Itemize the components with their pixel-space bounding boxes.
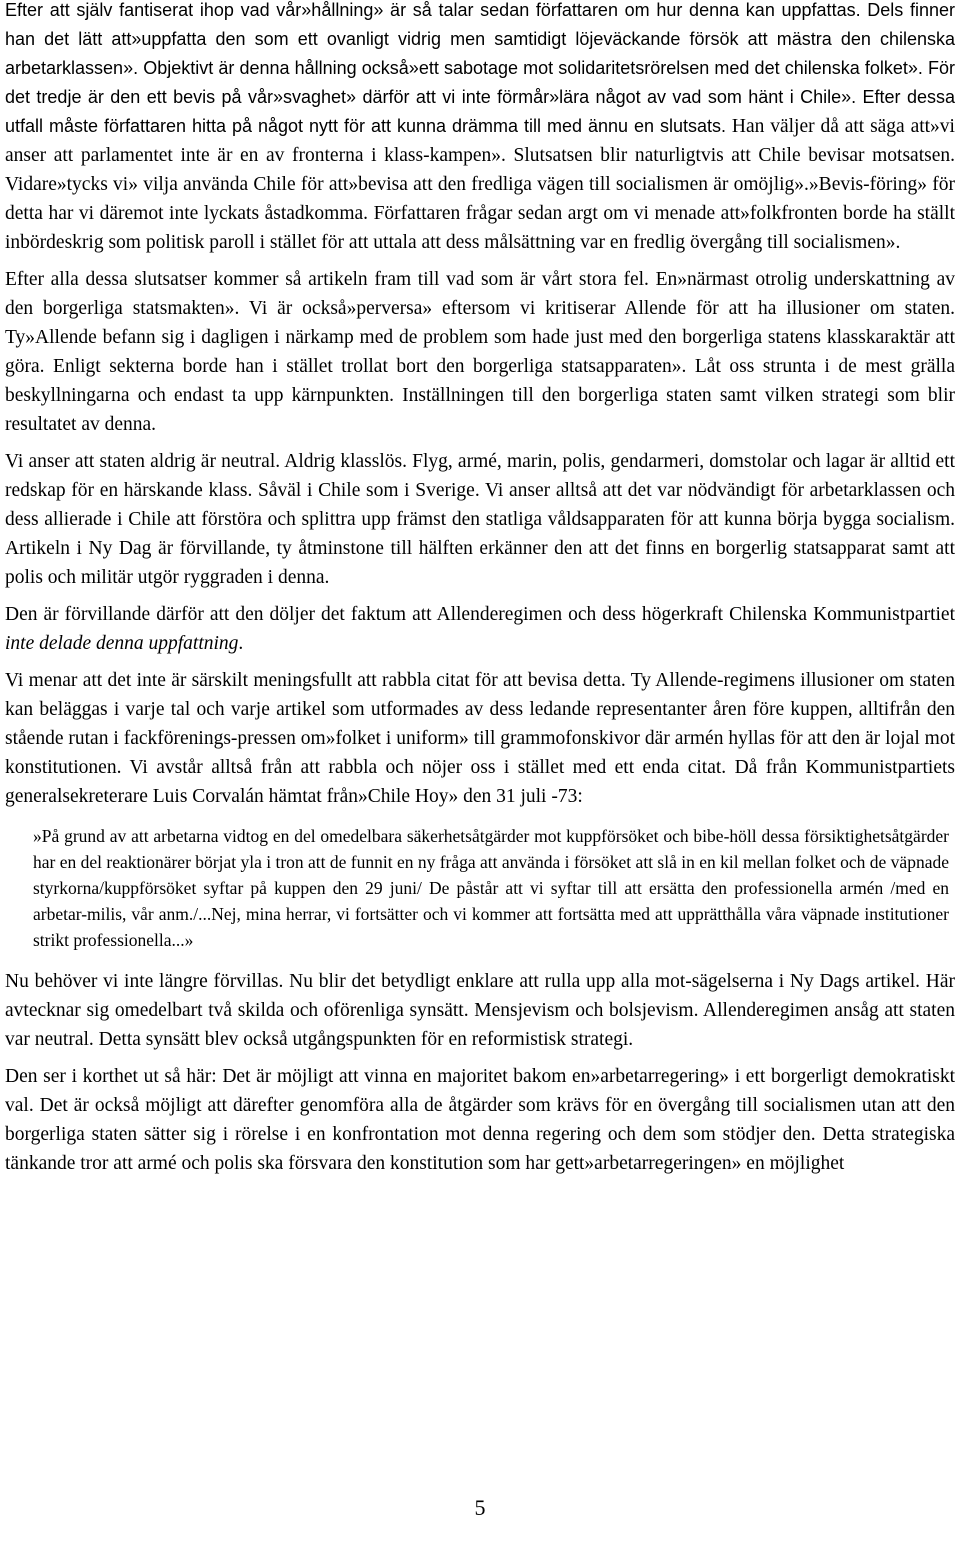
document-page (5, 0, 955, 1178)
paragraph: Den ser i korthet ut så här: Det är möjligt att vinna en majoritet bakom en»arbetarregering» i ett borgerligt demokratiskt val. Det är också möjligt att därefter genomföra alla de åtgärder som krävs för en övergång till socialismen utan att den borgerliga staten sätter sig i rörelse i en konfrontation mot denna regering och dem som stödjer den. Detta strategiska tänkande tror att armé och polis ska försvara den konstitution som har gett»arbetarregeringen» en möjlighet (5, 1066, 955, 1174)
paragraph-sans-segment: Efter att själv fantiserat ihop vad vår»hållning» är så talar sedan författaren om hur denna kan uppfattas. Dels finner han det lätt att»uppfatta den som ett ovanligt vidrig men samtidigt löjeväckande försök att mästra den chilenska arbetarklassen». Objektivt är denna hållning också»ett sabotage mot solidaritetsrörelsen med det chilenska folket». För det tredje är den ett bevis på vår»svaghet» därför att vi inte förmår»lära något av vad som hänt i Chile». Efter dessa utfall måste författaren hitta på något nytt för att kunna drämma till med ännu en slutsats. (5, 0, 955, 136)
paragraph-text: Den är förvillande därför att den döljer det faktum att Allenderegimen och dess högerkraft Chilenska Kommunistpartiet (5, 604, 955, 625)
paragraph: Vi anser att staten aldrig är neutral. Aldrig klasslös. Flyg, armé, marin, polis, gendarmeri, domstolar och lagar är alltid ett redskap för en härskande klass. Såväl i Chile som i Sverige. Vi anser alltså att det var nödvändigt för arbetarklassen och dess allierade i Chile att förstöra och splittra upp främst den statliga våldsapparaten för att kunna börja bygga socialism. Artikeln i Ny Dag är förvillande, ty åtminstone till hälften erkänner den att det finns en borgerlig statsapparat samt att polis och militär utgör ryggraden i denna. (5, 451, 955, 588)
paragraph-serif-segment: Han väljer då att säga att»vi anser att parlamentet inte är en av fronterna i klass-kampen». Slutsatsen blir naturligtvis att Chile bevisar motsatsen. Vidare»tycks vi» vilja använda Chile för att»bevisa att den fredliga vägen till socialismen är omöjlig».»Bevis-föring» för detta har vi däremot inte lyckats åstadkomma. Författaren frågar sedan argt om vi menade att»folkfronten borde ha ställt inbördeskrig som politisk paroll i stället för att uttala att dess målsättning var en fredlig övergång till socialismen». (5, 116, 955, 253)
page-number: 5 (474, 1495, 486, 1520)
paragraph-text-end: . (238, 633, 244, 654)
paragraph: Vi menar att det inte är särskilt meningsfullt att rabbla citat för att bevisa detta. Ty Allende-regimens illusioner om staten kan beläggas i varje tal och varje artikel som utformades av dess ledande representanter åren före kuppen, alltifrån den stående rutan i fackförenings-pressen om»folket i uniform» till grammofonskivor där armén hyllas för att den är lojal mot konstitutionen. Vi avstår alltså från att rabbla och nöjer oss i stället med ett enda citat. Då från Kommunistpartiets generalsekreterare Luis Corvalán hämtat från»Chile Hoy» den 31 juli -73: (5, 670, 955, 807)
paragraph: Efter alla dessa slutsatser kommer så artikeln fram till vad som är vårt stora fel. En»närmast otrolig underskattning av den borgerliga statsmakten». Vi är också»perversa» eftersom vi kritiserar Allende för att ha illusioner om staten. Ty»Allende befann sig i dagligen i närkamp med de problem som hade just med den borgerliga statens klasskaraktär att göra. Enligt sekterna borde han i stället trollat bort den borgerliga statsapparaten». Låt oss strunta i de mest grälla beskyllningarna och endast ta upp kärnpunkten. Inställningen till den borgerliga staten samt vilken strategi som blir resultatet av denna. (5, 269, 955, 435)
paragraph: Nu behöver vi inte längre förvillas. Nu blir det betydligt enklare att rulla upp alla mot-sägelserna i Ny Dags artikel. Här avtecknar sig omedelbart två skilda och oförenliga synsätt. Mensjevism och bolsjevism. Allenderegimen ansåg att staten var neutral. Detta synsätt blev också utgångspunkten för en reformistisk strategi. (5, 971, 955, 1050)
block-quote: »På grund av att arbetarna vidtog en del omedelbara säkerhetsåtgärder mot kuppförsöket och bibe-höll dessa försiktighetsåtgärder har en del reaktionärer börjat yla i tron att de funnit en ny fråga att använda i försöket att slå in en kil mellan folket och de väpnade styrkorna/kuppförsöket syftar på kuppen den 29 juni/ De påstår att vi syftar till att ersätta den professionella armén /med en arbetar-milis, vår anm./...Nej, mina herrar, vi fortsätter och vi kommer att fortsätta med att upprätthålla våra väpnade institutioner strikt professionella...» (33, 826, 949, 950)
paragraph (5, 600, 955, 658)
emphasis-text: inte delade denna uppfattning (5, 633, 239, 654)
paragraph (5, 0, 955, 257)
